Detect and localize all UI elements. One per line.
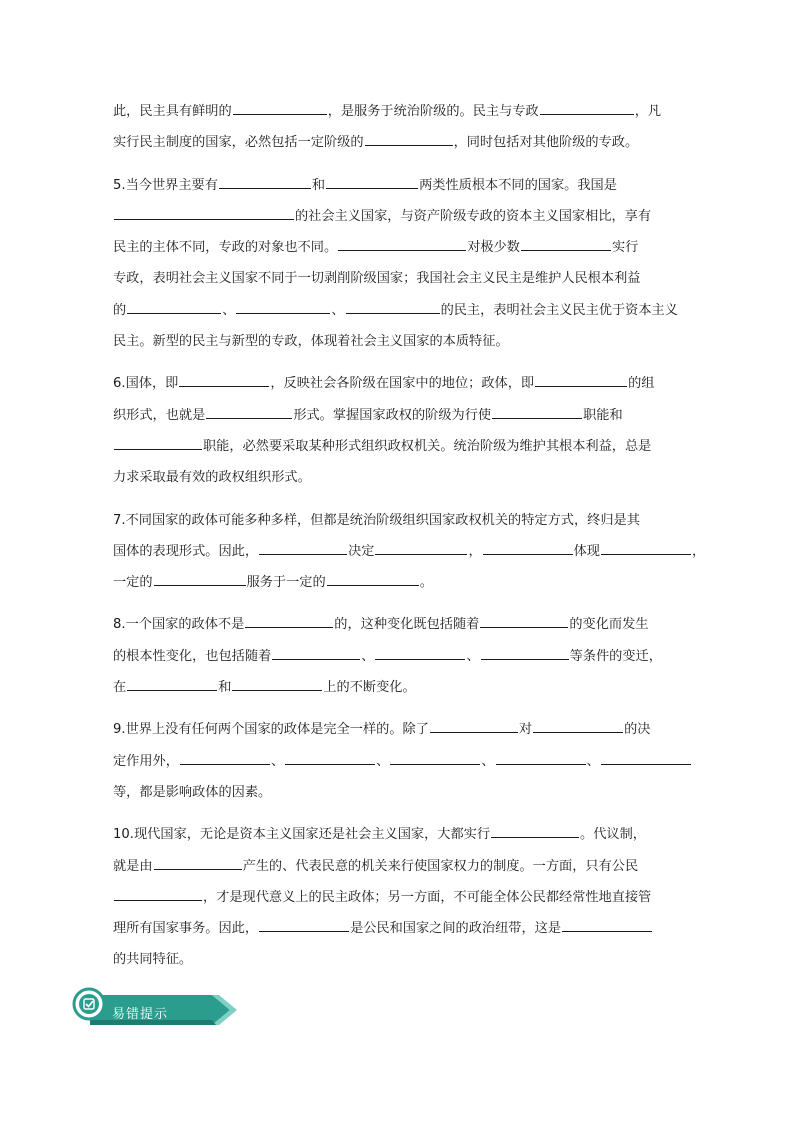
text-segment: 民主。新型的民主与新型的专政，体现着社会主义国家的本质特征。 [113, 334, 509, 350]
fill-in-blank[interactable] [114, 886, 202, 901]
text-segment: 的根本性变化，也包括随着 [113, 648, 272, 664]
text-segment: 此，民主具有鲜明的 [113, 104, 232, 119]
text-segment: 、 [376, 753, 390, 769]
text-segment: ， [692, 543, 706, 559]
text-segment: 、 [361, 648, 375, 664]
text-segment: 形式。掌握国家政权的阶级为行使 [293, 407, 492, 423]
text-segment: 、 [222, 302, 236, 318]
text-segment: 的共同特征。 [113, 952, 193, 968]
text-segment: 的决 [624, 722, 651, 738]
text-segment: 的变化而发生 [569, 617, 649, 633]
fill-in-blank[interactable] [233, 100, 327, 115]
question-paragraph [113, 714, 683, 808]
text-segment: 、 [270, 753, 285, 769]
text-segment: 和 [218, 680, 232, 696]
text-line [113, 944, 683, 975]
fill-in-blank[interactable] [114, 435, 202, 450]
text-segment: 、 [481, 753, 495, 769]
text-line [113, 536, 706, 567]
fill-in-blank[interactable] [259, 540, 347, 555]
question-paragraph [113, 368, 683, 493]
text-line [113, 746, 683, 777]
text-segment: 对 [518, 722, 533, 738]
text-segment: ，是服务于统治阶级的。民主与专政 [327, 104, 539, 119]
fill-in-blank[interactable] [326, 174, 418, 189]
text-segment: ，反映社会各阶级在国家中的地位；政体，即 [270, 376, 535, 392]
text-segment: 。 [419, 575, 433, 591]
fill-in-blank[interactable] [535, 372, 627, 387]
text-segment: 的组 [628, 376, 655, 392]
text-line [113, 431, 683, 462]
fill-in-blank[interactable] [521, 236, 611, 251]
fill-in-blank[interactable] [540, 100, 634, 115]
text-line [113, 201, 683, 232]
text-segment: 实行民主制度的国家，必然包括一定阶级的 [113, 135, 364, 151]
text-segment: 产生的、代表民意的机关来行使国家权力的制度。一方面，只有公民 [242, 858, 639, 874]
fill-in-blank[interactable] [285, 750, 375, 765]
text-segment: 和 [311, 177, 326, 193]
question-paragraph [113, 505, 706, 599]
text-line [113, 295, 683, 326]
fill-in-blank[interactable] [180, 750, 270, 765]
text-segment: ，同时包括对其他阶级的专政。 [453, 135, 639, 151]
text-line [113, 326, 683, 357]
fill-in-blank[interactable] [127, 676, 217, 691]
text-segment: 织形式，也就是 [113, 407, 206, 423]
question-paragraph [113, 609, 683, 703]
fill-in-blank[interactable] [179, 372, 269, 387]
text-line [113, 672, 683, 703]
fill-in-blank[interactable] [154, 855, 242, 870]
fill-in-blank[interactable] [245, 613, 333, 628]
text-segment: 实行 [611, 240, 639, 256]
fill-in-blank[interactable] [562, 917, 652, 932]
text-segment: 国体的表现形式。因此， [113, 543, 259, 559]
text-segment: ，才是现代意义上的民主政体；另一方面，不可能全体公民都经常性地直接管 [203, 889, 652, 905]
text-segment: 8.一个国家的政体不是 [113, 617, 245, 633]
text-segment: 5.当今世界主要有 [113, 177, 218, 193]
text-segment: 的，这种变化既包括随着 [334, 617, 480, 633]
text-segment: 专政，表明社会主义国家不同于一切剥削阶级国家；我国社会主义民主是维护人民根本利益 [113, 271, 641, 287]
fill-in-blank[interactable] [114, 205, 294, 220]
fill-in-blank[interactable] [259, 917, 349, 932]
text-segment: 民主的主体不同，专政的对象也不同。 [113, 240, 338, 256]
fill-in-blank[interactable] [127, 299, 221, 314]
text-line [113, 609, 683, 640]
text-segment: 的民主，表明社会主义民主优于资本主义 [440, 302, 678, 318]
fill-in-blank[interactable] [430, 718, 518, 733]
fill-in-blank[interactable] [496, 750, 586, 765]
fill-in-blank[interactable] [375, 645, 465, 660]
text-segment: 6.国体，即 [113, 376, 179, 392]
fill-in-blank[interactable] [154, 571, 246, 586]
fill-in-blank[interactable] [601, 540, 691, 555]
fill-in-blank[interactable] [390, 750, 480, 765]
fill-in-blank[interactable] [327, 571, 419, 586]
text-segment: ，凡 [634, 104, 662, 119]
text-segment: 定作用外， [113, 753, 179, 769]
text-segment: 一定的 [113, 575, 153, 591]
fill-in-blank[interactable] [491, 823, 579, 838]
text-segment: 的 [113, 302, 127, 318]
text-segment: 等条件的变迁， [569, 648, 662, 664]
text-line [113, 851, 683, 882]
text-line [113, 714, 683, 745]
text-segment: 两类性质根本不同的国家。我国是 [419, 177, 617, 193]
text-segment: 的社会主义国家，与资产阶级专政的资本主义国家相比，享有 [295, 208, 652, 224]
text-segment: 是公民和国家之间的政治纽带，这是 [350, 921, 562, 937]
text-segment: 对极少数 [467, 240, 520, 256]
text-line [113, 170, 683, 201]
fill-in-blank[interactable] [206, 404, 292, 419]
fill-in-blank[interactable] [346, 299, 440, 314]
text-segment: 服务于一定的 [246, 575, 326, 591]
text-segment: 理所有国家事务。因此， [113, 921, 259, 937]
text-line [113, 913, 683, 944]
fill-in-blank[interactable] [338, 236, 466, 251]
text-segment: 上的不断变化。 [323, 680, 416, 696]
text-segment: 体现 [573, 543, 600, 559]
text-line [113, 96, 683, 127]
text-segment: ， [468, 543, 482, 559]
text-line [113, 462, 683, 493]
fill-in-blank[interactable] [219, 174, 311, 189]
text-segment: 在 [113, 680, 127, 696]
banner-label: 易错提示 [112, 1007, 169, 1022]
question-paragraph [113, 170, 683, 358]
fill-in-blank[interactable] [533, 718, 623, 733]
text-line [113, 368, 683, 399]
document-body [113, 96, 706, 976]
text-segment: 就是由 [113, 858, 153, 874]
text-line [113, 641, 683, 672]
text-segment: 、 [466, 648, 480, 664]
text-segment: 决定 [348, 543, 375, 559]
text-segment: 、 [331, 302, 345, 318]
question-paragraph [113, 96, 683, 159]
text-segment: 力求采取最有效的政权组织形式。 [113, 470, 311, 486]
text-segment: 等，都是影响政体的因素。 [113, 784, 272, 800]
text-line [113, 819, 683, 850]
text-line [113, 263, 683, 294]
text-segment: 7.不同国家的政体可能多种多样，但都是统治阶级组织国家政权机关的特定方式，终归是其 [113, 512, 640, 528]
text-segment: 。代议制， [580, 827, 646, 843]
fill-in-blank[interactable] [483, 540, 573, 555]
fill-in-blank[interactable] [480, 613, 568, 628]
fill-in-blank[interactable] [365, 131, 453, 146]
text-segment: 9.世界上没有任何两个国家的政体是完全一样的。除了 [113, 722, 429, 738]
question-paragraph [113, 819, 683, 975]
text-segment: 10.现代国家，无论是资本主义国家还是社会主义国家，大都实行 [113, 827, 491, 843]
fill-in-blank[interactable] [375, 540, 467, 555]
fill-in-blank[interactable] [272, 645, 360, 660]
fill-in-blank[interactable] [481, 645, 569, 660]
text-line [113, 127, 683, 158]
text-line [113, 777, 683, 808]
fill-in-blank[interactable] [492, 404, 582, 419]
fill-in-blank[interactable] [232, 676, 322, 691]
text-line [113, 882, 683, 913]
text-line [113, 567, 683, 598]
text-segment: 职能和 [583, 407, 623, 423]
text-line [113, 232, 683, 263]
fill-in-blank[interactable] [601, 750, 691, 765]
text-line [113, 400, 683, 431]
text-segment: 、 [586, 753, 600, 769]
text-line [113, 505, 683, 536]
section-banner [72, 986, 240, 1026]
text-segment: 职能，必然要采取某种形式组织政权机关。统治阶级为维护其根本利益，总是 [203, 438, 652, 454]
fill-in-blank[interactable] [236, 299, 330, 314]
